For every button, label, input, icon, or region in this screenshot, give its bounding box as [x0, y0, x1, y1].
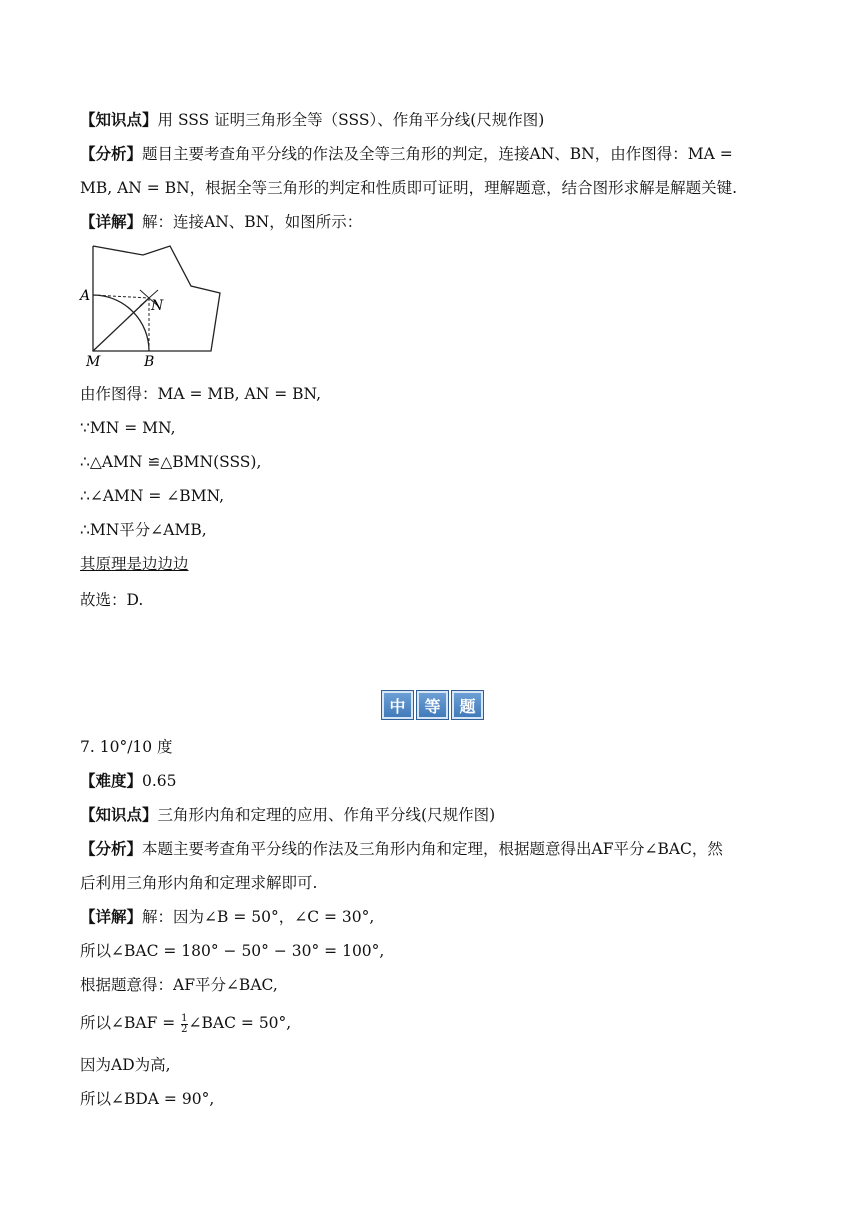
difficulty-heading — [381, 690, 484, 720]
knowledge-text: 用 SSS 证明三角形全等（SSS）、作角平分线(尺规作图) — [157, 111, 545, 129]
difficulty-tag: 【难度】 — [80, 771, 143, 790]
step-1-5: ∴MN平分∠AMB, — [80, 521, 207, 539]
detail-line-2 — [80, 906, 374, 928]
detail-tag-2: 【详解】 — [80, 907, 143, 926]
principle-text: 其原理是边边边 — [80, 555, 189, 573]
step-2-3 — [80, 1012, 291, 1035]
analysis-tag: 【分析】 — [80, 144, 143, 163]
step-2-3-tail: ∠BAC = 50°, — [188, 1014, 292, 1032]
difficulty-value: 0.65 — [142, 772, 177, 790]
label-A: A — [80, 288, 91, 304]
analysis-text-3: 本题主要考查角平分线的作法及三角形内角和定理，根据题意得出AF平分∠BAC，然 — [142, 840, 723, 858]
difficulty-line — [80, 770, 177, 792]
heading-char-3: 题 — [451, 690, 484, 720]
step-1-7: 故选：D. — [80, 591, 144, 609]
analysis-text-1: 题目主要考查角平分线的作法及全等三角形的判定，连接AN、BN，由作图得：MA = — [142, 145, 733, 163]
step-2-5: 所以∠BDA = 90°, — [80, 1090, 215, 1108]
step-1-3: ∴△AMN ≌△BMN(SSS), — [80, 453, 262, 471]
fraction-denominator: 2 — [181, 1023, 188, 1035]
heading-char-1: 中 — [381, 690, 414, 720]
step-1-1: 由作图得：MA = MB, AN = BN, — [80, 385, 322, 403]
step-1-6 — [80, 553, 189, 575]
knowledge-text-2: 三角形内角和定理的应用、作角平分线(尺规作图) — [157, 806, 496, 824]
knowledge-line-2 — [80, 804, 495, 826]
analysis-text-2: MB, AN = BN，根据全等三角形的判定和性质即可证明，理解题意，结合图形求解是解题关键. — [80, 179, 738, 197]
detail-line-1 — [80, 211, 362, 233]
detail-text: 解：连接AN、BN，如图所示： — [142, 213, 363, 231]
analysis-line-3 — [80, 838, 723, 860]
geometry-figure — [78, 240, 228, 370]
analysis-text-4: 后利用三角形内角和定理求解即可. — [80, 874, 318, 892]
analysis-line-4 — [80, 872, 317, 894]
fraction-numerator: 1 — [181, 1012, 188, 1024]
step-2-3-text: 所以∠BAF = — [80, 1014, 181, 1032]
step-1-2: ∵MN = MN, — [80, 419, 176, 437]
step-2-1: 所以∠BAC = 180° − 50° − 30° = 100°, — [80, 942, 385, 960]
heading-char-2: 等 — [416, 690, 449, 720]
step-1-4: ∴∠AMN = ∠BMN, — [80, 487, 225, 505]
question-line: 7. 10°/10 度 — [80, 738, 173, 756]
detail-text-2: 解：因为∠B = 50°，∠C = 30°, — [142, 908, 375, 926]
knowledge-line-1 — [80, 109, 544, 131]
knowledge-tag: 【知识点】 — [80, 110, 158, 129]
knowledge-tag-2: 【知识点】 — [80, 805, 158, 824]
fraction — [181, 1014, 187, 1035]
detail-tag: 【详解】 — [80, 212, 143, 231]
analysis-tag-2: 【分析】 — [80, 839, 143, 858]
label-B: B — [144, 354, 155, 370]
step-2-2: 根据题意得：AF平分∠BAC, — [80, 976, 278, 994]
step-2-4: 因为AD为高, — [80, 1056, 171, 1074]
analysis-line-2 — [80, 177, 737, 199]
label-N: N — [151, 298, 164, 314]
analysis-line-1 — [80, 143, 733, 165]
label-M: M — [86, 354, 101, 370]
